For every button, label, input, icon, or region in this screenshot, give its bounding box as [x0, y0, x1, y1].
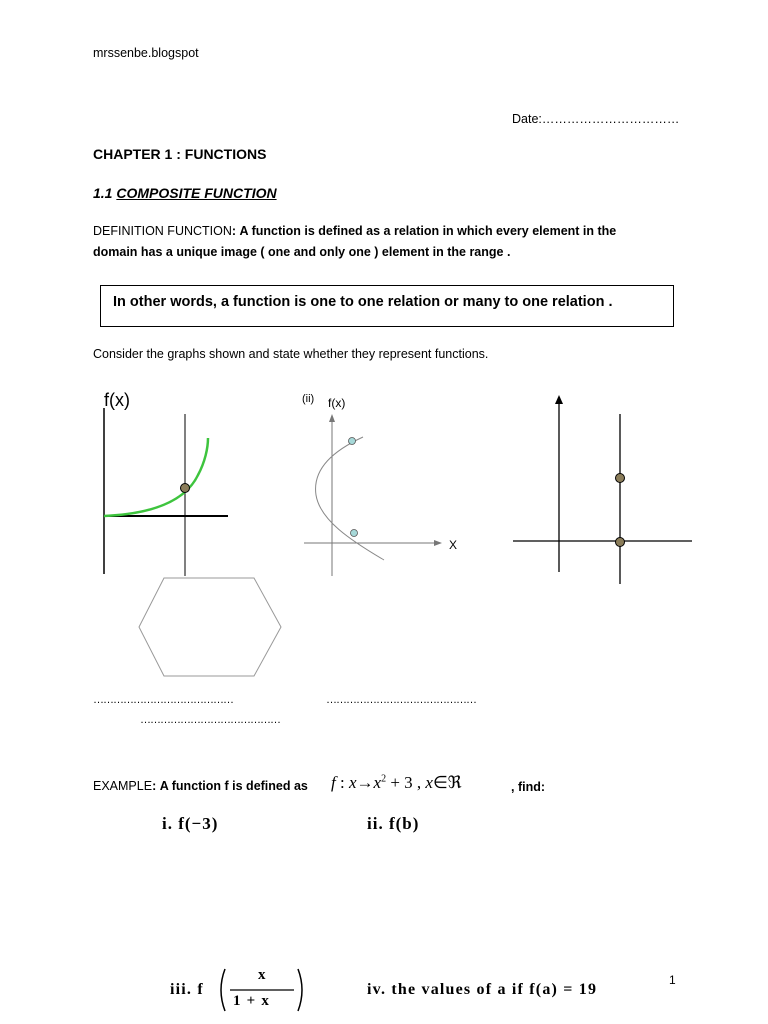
- formula-x3: x: [425, 773, 433, 792]
- graph2-x-label: X: [449, 538, 458, 552]
- graph2-y-label: f(x): [328, 396, 346, 410]
- graph2-x-arrow: [434, 540, 442, 546]
- question-2: ii. f(b): [367, 814, 420, 833]
- section-heading: [93, 185, 277, 201]
- fraction-denominator: 1 + x: [233, 993, 271, 1009]
- fraction-numerator: x: [258, 967, 267, 983]
- graph2-point-bottom: [351, 530, 358, 537]
- question-4: iv. the values of a if f(a) = 19: [367, 981, 598, 998]
- definition-text-line2: domain has a unique image ( one and only one ) element in the range .: [93, 245, 511, 259]
- question-3-prefix: iii. f: [170, 981, 204, 998]
- section-number: 1.1: [93, 185, 113, 201]
- graph2-index: (ii): [302, 393, 315, 405]
- graph2-point-top: [349, 438, 356, 445]
- definition-label: DEFINITION FUNCTION: [93, 224, 232, 238]
- question-1: i. f(−3): [162, 814, 219, 833]
- example-description: A function f is defined as: [159, 779, 308, 793]
- example-label: EXAMPLE: [93, 779, 153, 793]
- formula-exponent: 2: [381, 773, 387, 785]
- graph-2: [302, 393, 457, 576]
- graph1-y-label: f(x): [104, 390, 130, 410]
- graph2-curve: [316, 437, 384, 560]
- find-text: , find:: [511, 780, 546, 794]
- graph1-curve: [104, 438, 208, 516]
- formula-f: f: [331, 773, 336, 792]
- answer-line-3: ……………………………………: [140, 714, 280, 726]
- graph2-y-arrow: [329, 414, 335, 422]
- answer-line-2: ………………………………………: [326, 694, 476, 706]
- hexagon-shape: [139, 578, 281, 676]
- formula-rest: + 3 ,: [390, 773, 422, 792]
- formula-x2: x: [373, 773, 382, 792]
- formula-arrow: →: [356, 773, 374, 792]
- definition-colon: :: [231, 224, 237, 238]
- right-paren: [298, 969, 302, 1011]
- question-3: [170, 966, 320, 1014]
- function-formula: [331, 773, 462, 793]
- blog-source: mrssenbe.blogspot: [93, 46, 199, 60]
- graph1-point: [181, 484, 190, 493]
- section-title: COMPOSITE FUNCTION: [116, 185, 277, 201]
- graph3-point-bottom: [616, 538, 625, 547]
- graphs-figure: [0, 380, 768, 690]
- instruction-text: Consider the graphs shown and state whether they represent functions.: [93, 347, 489, 361]
- answer-line-1: ……………………………………: [93, 694, 233, 706]
- graph-3: [513, 395, 692, 584]
- definition-text-line1: A function is defined as a relation in which every element in the: [239, 224, 617, 238]
- graph3-point-top: [616, 474, 625, 483]
- page-number: 1: [669, 973, 676, 987]
- example-text: [93, 779, 308, 793]
- graph-1: [104, 390, 228, 576]
- formula-in: ∈: [432, 773, 448, 792]
- date-field: Date:……………………………: [512, 112, 680, 126]
- left-paren: [221, 969, 225, 1011]
- example-colon: :: [152, 779, 157, 793]
- chapter-title: CHAPTER 1 : FUNCTIONS: [93, 146, 267, 162]
- graph3-y-arrow: [555, 395, 563, 404]
- formula-x: x: [348, 773, 357, 792]
- highlight-box: In other words, a function is one to one relation or many to one relation .: [100, 285, 674, 327]
- formula-colon: :: [339, 773, 345, 792]
- formula-real-set: ℜ: [447, 773, 462, 792]
- definition-paragraph: [93, 221, 693, 263]
